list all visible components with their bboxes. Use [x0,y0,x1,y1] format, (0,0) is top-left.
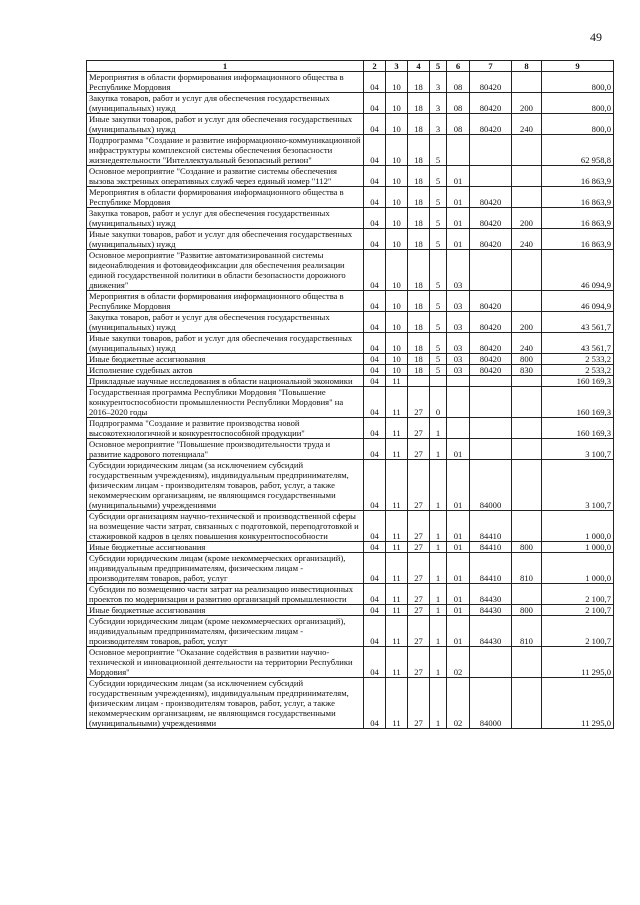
table-row [87,605,614,616]
row-name-cell: Основное мероприятие "Развитие автоматизированной системы видеонаблюдения и фотовидеофиксации для обеспечения реализации единой государственной политики в области безопасности дорожного движения" [87,250,364,291]
row-code-cell: 04 [364,584,386,605]
row-code-cell: 04 [364,291,386,312]
row-code-cell: 01 [447,511,470,542]
row-code-cell [512,387,542,418]
row-code-cell: 03 [447,291,470,312]
row-code-cell: 04 [364,678,386,729]
row-name-cell: Исполнение судебных актов [87,365,364,376]
row-code-cell: 18 [408,354,430,365]
table-row [87,312,614,333]
row-code-cell: 11 [386,376,408,387]
row-sum-cell: 2 533,2 [542,365,614,376]
row-code-cell: 02 [447,678,470,729]
row-sum-cell: 16 863,9 [542,229,614,250]
row-code-cell [470,376,512,387]
table-row [87,584,614,605]
row-code-cell: 11 [386,542,408,553]
row-code-cell: 27 [408,418,430,439]
row-code-cell [512,250,542,291]
row-code-cell: 04 [364,135,386,166]
row-code-cell: 240 [512,114,542,135]
row-sum-cell: 800,0 [542,72,614,93]
row-code-cell: 11 [386,387,408,418]
row-code-cell: 810 [512,553,542,584]
row-code-cell: 84430 [470,584,512,605]
row-code-cell [512,418,542,439]
row-name-cell: Мероприятия в области формирования информационного общества в Республике Мордовия [87,291,364,312]
row-sum-cell: 800,0 [542,114,614,135]
row-code-cell: 10 [386,354,408,365]
row-code-cell: 04 [364,114,386,135]
row-code-cell: 18 [408,135,430,166]
row-code-cell: 5 [430,187,447,208]
row-code-cell: 18 [408,72,430,93]
table-row [87,187,614,208]
row-code-cell: 5 [430,208,447,229]
row-name-cell: Иные закупки товаров, работ и услуг для обеспечения государственных (муниципальных) нужд [87,114,364,135]
row-code-cell [512,166,542,187]
row-code-cell: 84410 [470,553,512,584]
row-code-cell: 1 [430,460,447,511]
row-sum-cell: 2 533,2 [542,354,614,365]
row-sum-cell: 1 000,0 [542,542,614,553]
row-name-cell: Мероприятия в области формирования информационного общества в Республике Мордовия [87,72,364,93]
row-code-cell: 5 [430,250,447,291]
row-code-cell: 11 [386,647,408,678]
row-code-cell: 11 [386,511,408,542]
row-sum-cell: 43 561,7 [542,312,614,333]
row-code-cell: 04 [364,616,386,647]
row-code-cell: 08 [447,114,470,135]
row-code-cell [430,376,447,387]
row-code-cell: 04 [364,553,386,584]
row-code-cell: 80420 [470,354,512,365]
table-row [87,291,614,312]
row-code-cell: 3 [430,114,447,135]
row-code-cell: 27 [408,387,430,418]
row-sum-cell: 46 094,9 [542,250,614,291]
row-code-cell: 04 [364,511,386,542]
row-code-cell: 01 [447,166,470,187]
row-code-cell: 5 [430,166,447,187]
row-code-cell: 04 [364,387,386,418]
row-code-cell: 800 [512,542,542,553]
table-row [87,460,614,511]
row-sum-cell: 11 295,0 [542,678,614,729]
row-code-cell: 18 [408,166,430,187]
row-code-cell: 03 [447,250,470,291]
row-name-cell: Иные закупки товаров, работ и услуг для обеспечения государственных (муниципальных) нужд [87,333,364,354]
budget-table [86,60,614,729]
table-row [87,616,614,647]
row-code-cell [512,291,542,312]
row-code-cell: 04 [364,605,386,616]
row-code-cell: 27 [408,647,430,678]
row-code-cell: 5 [430,354,447,365]
row-sum-cell: 43 561,7 [542,333,614,354]
table-row [87,365,614,376]
row-code-cell: 18 [408,93,430,114]
row-name-cell: Субсидии юридическим лицам (за исключением субсидий государственным учреждениям), индивидуальным предпринимателям, физическим лицам - производителям товаров, работ, услуг, а также некоммерческим организациям, не являющимся государственными (муниципальными) учреждениями [87,460,364,511]
row-code-cell: 0 [430,387,447,418]
row-code-cell [512,439,542,460]
row-code-cell: 01 [447,616,470,647]
row-sum-cell: 2 100,7 [542,584,614,605]
row-code-cell: 04 [364,93,386,114]
row-name-cell: Закупка товаров, работ и услуг для обеспечения государственных (муниципальных) нужд [87,93,364,114]
row-code-cell: 04 [364,647,386,678]
row-code-cell: 04 [364,166,386,187]
table-row [87,166,614,187]
row-code-cell: 84000 [470,678,512,729]
table-row [87,553,614,584]
row-code-cell: 5 [430,333,447,354]
header-cell: 8 [512,61,542,72]
table-row [87,647,614,678]
row-code-cell: 01 [447,542,470,553]
table-row [87,439,614,460]
row-sum-cell: 1 000,0 [542,511,614,542]
row-name-cell: Подпрограмма "Создание и развитие информационно-коммуникационной инфраструктуры комплексной системы обеспечения безопасности жизнедеятельности "Интеллектуальный безопасный регион" [87,135,364,166]
row-sum-cell: 1 000,0 [542,553,614,584]
row-code-cell: 01 [447,439,470,460]
row-sum-cell: 160 169,3 [542,376,614,387]
row-code-cell: 84000 [470,460,512,511]
row-code-cell [470,418,512,439]
row-code-cell: 27 [408,511,430,542]
row-sum-cell: 3 100,7 [542,460,614,511]
row-code-cell: 1 [430,616,447,647]
row-code-cell: 10 [386,72,408,93]
row-sum-cell: 2 100,7 [542,605,614,616]
row-code-cell: 01 [447,553,470,584]
row-code-cell: 04 [364,250,386,291]
row-code-cell: 200 [512,312,542,333]
row-code-cell: 3 [430,72,447,93]
row-code-cell: 1 [430,511,447,542]
row-name-cell: Субсидии юридическим лицам (кроме некоммерческих организаций), индивидуальным предпринимателям, физическим лицам - производителям товаров, работ, услуг [87,616,364,647]
row-code-cell: 10 [386,333,408,354]
row-code-cell [447,135,470,166]
row-code-cell: 04 [364,229,386,250]
row-code-cell: 10 [386,312,408,333]
row-code-cell: 800 [512,354,542,365]
row-code-cell: 01 [447,605,470,616]
row-name-cell: Закупка товаров, работ и услуг для обеспечения государственных (муниципальных) нужд [87,208,364,229]
row-code-cell: 04 [364,187,386,208]
row-code-cell: 18 [408,312,430,333]
row-name-cell: Субсидии юридическим лицам (кроме некоммерческих организаций), индивидуальным предпринимателям, физическим лицам - производителям товаров, работ, услуг [87,553,364,584]
row-name-cell: Субсидии по возмещению части затрат на реализацию инвестиционных проектов по модернизации и развитию организаций промышленности [87,584,364,605]
row-code-cell: 27 [408,439,430,460]
table-row [87,93,614,114]
row-code-cell: 04 [364,312,386,333]
row-code-cell: 3 [430,93,447,114]
row-code-cell: 27 [408,678,430,729]
row-code-cell: 10 [386,166,408,187]
row-sum-cell: 3 100,7 [542,439,614,460]
header-cell: 9 [542,61,614,72]
header-cell: 7 [470,61,512,72]
row-code-cell: 84430 [470,605,512,616]
row-code-cell: 11 [386,418,408,439]
row-code-cell: 810 [512,616,542,647]
row-name-cell: Иные бюджетные ассигнования [87,354,364,365]
row-code-cell: 5 [430,365,447,376]
row-sum-cell: 11 295,0 [542,647,614,678]
row-code-cell: 04 [364,72,386,93]
row-code-cell: 80420 [470,229,512,250]
header-cell: 5 [430,61,447,72]
header-cell: 6 [447,61,470,72]
row-code-cell: 27 [408,553,430,584]
row-code-cell: 08 [447,72,470,93]
row-code-cell [512,187,542,208]
row-name-cell: Иные бюджетные ассигнования [87,605,364,616]
row-code-cell: 200 [512,93,542,114]
row-code-cell: 1 [430,553,447,584]
row-code-cell: 03 [447,354,470,365]
row-code-cell [512,511,542,542]
row-code-cell: 27 [408,584,430,605]
row-code-cell: 01 [447,187,470,208]
row-code-cell: 18 [408,333,430,354]
row-code-cell: 04 [364,208,386,229]
row-code-cell: 80420 [470,72,512,93]
row-code-cell [512,647,542,678]
row-name-cell: Субсидии организациям научно-технической и производственной сферы на возмещение части затрат, связанных с подготовкой, переподготовкой и стажировкой кадров в целях повышения конкурентоспособности [87,511,364,542]
table-row [87,418,614,439]
row-name-cell: Основное мероприятие "Повышение производительности труда и развитие кадрового потенциала" [87,439,364,460]
row-code-cell: 5 [430,135,447,166]
row-code-cell: 01 [447,229,470,250]
row-name-cell: Подпрограмма "Создание и развитие производства новой высокотехнологичной и конкурентоспособной продукции" [87,418,364,439]
row-code-cell [470,166,512,187]
row-code-cell: 27 [408,542,430,553]
row-code-cell [470,439,512,460]
row-code-cell: 11 [386,460,408,511]
row-sum-cell: 800,0 [542,93,614,114]
row-code-cell: 18 [408,365,430,376]
row-code-cell: 80420 [470,114,512,135]
row-code-cell: 80420 [470,208,512,229]
row-code-cell: 04 [364,418,386,439]
row-code-cell: 1 [430,678,447,729]
row-code-cell [470,250,512,291]
row-code-cell: 03 [447,333,470,354]
row-code-cell: 04 [364,376,386,387]
row-sum-cell: 2 100,7 [542,616,614,647]
row-code-cell: 11 [386,605,408,616]
table-row [87,114,614,135]
row-code-cell [470,135,512,166]
table-row [87,542,614,553]
table-row [87,208,614,229]
row-code-cell: 11 [386,553,408,584]
row-code-cell: 1 [430,418,447,439]
header-row [87,61,614,72]
table-row [87,354,614,365]
row-name-cell: Прикладные научные исследования в области национальной экономики [87,376,364,387]
row-name-cell: Иные закупки товаров, работ и услуг для обеспечения государственных (муниципальных) нужд [87,229,364,250]
row-code-cell [512,678,542,729]
row-code-cell: 10 [386,93,408,114]
row-code-cell [470,387,512,418]
row-sum-cell: 16 863,9 [542,187,614,208]
row-code-cell [447,418,470,439]
row-code-cell: 80420 [470,291,512,312]
table-body [87,72,614,729]
row-code-cell: 240 [512,333,542,354]
row-code-cell: 10 [386,114,408,135]
row-code-cell: 80420 [470,312,512,333]
row-code-cell: 02 [447,647,470,678]
table-row [87,229,614,250]
row-code-cell: 04 [364,365,386,376]
row-code-cell: 80420 [470,187,512,208]
row-code-cell [512,376,542,387]
row-code-cell: 10 [386,187,408,208]
row-name-cell: Основное мероприятие "Создание и развитие системы обеспечения вызова экстренных оперативных служб через единый номер "112" [87,166,364,187]
table-row [87,678,614,729]
row-code-cell: 1 [430,584,447,605]
row-code-cell: 1 [430,647,447,678]
header-cell: 1 [87,61,364,72]
row-name-cell: Мероприятия в области формирования информационного общества в Республике Мордовия [87,187,364,208]
table-row [87,387,614,418]
row-code-cell: 08 [447,93,470,114]
row-code-cell: 18 [408,187,430,208]
table-row [87,250,614,291]
row-code-cell: 1 [430,542,447,553]
table-row [87,511,614,542]
row-code-cell: 10 [386,135,408,166]
row-code-cell: 03 [447,365,470,376]
row-code-cell: 01 [447,460,470,511]
row-code-cell [512,135,542,166]
row-code-cell: 800 [512,605,542,616]
row-code-cell: 04 [364,542,386,553]
row-code-cell: 80420 [470,333,512,354]
row-code-cell: 10 [386,291,408,312]
row-code-cell: 10 [386,250,408,291]
table-row [87,376,614,387]
row-code-cell [512,460,542,511]
row-code-cell: 5 [430,229,447,250]
row-code-cell: 27 [408,616,430,647]
row-name-cell: Субсидии юридическим лицам (за исключением субсидий государственным учреждениям), индивидуальным предпринимателям, физическим лицам - производителям товаров, работ, услуг, а также некоммерческим организациям, не являющимся государственными (муниципальными) учреждениями [87,678,364,729]
row-code-cell: 200 [512,208,542,229]
row-sum-cell: 16 863,9 [542,208,614,229]
row-code-cell: 18 [408,114,430,135]
table-row [87,333,614,354]
row-code-cell: 80420 [470,93,512,114]
header-cell: 2 [364,61,386,72]
row-code-cell: 84430 [470,616,512,647]
row-code-cell [447,376,470,387]
row-code-cell: 84410 [470,511,512,542]
row-code-cell: 10 [386,229,408,250]
table-row [87,135,614,166]
row-code-cell: 04 [364,439,386,460]
row-code-cell: 80420 [470,365,512,376]
row-code-cell: 11 [386,439,408,460]
row-code-cell: 04 [364,354,386,365]
row-code-cell: 830 [512,365,542,376]
row-name-cell: Закупка товаров, работ и услуг для обеспечения государственных (муниципальных) нужд [87,312,364,333]
row-code-cell: 1 [430,439,447,460]
row-code-cell: 11 [386,678,408,729]
row-sum-cell: 160 169,3 [542,418,614,439]
page-number: 49 [590,30,602,44]
row-code-cell: 5 [430,291,447,312]
header-cell: 3 [386,61,408,72]
row-code-cell: 1 [430,605,447,616]
row-sum-cell: 62 958,8 [542,135,614,166]
row-code-cell: 18 [408,291,430,312]
table-row [87,72,614,93]
row-code-cell: 84410 [470,542,512,553]
row-code-cell: 27 [408,605,430,616]
row-name-cell: Государственная программа Республики Мордовия "Повышение конкурентоспособности промышленности Республики Мордовия" на 2016–2020 годы [87,387,364,418]
row-sum-cell: 46 094,9 [542,291,614,312]
row-code-cell: 01 [447,208,470,229]
row-code-cell [470,647,512,678]
row-code-cell: 11 [386,584,408,605]
row-code-cell: 10 [386,208,408,229]
row-code-cell: 18 [408,208,430,229]
row-sum-cell: 16 863,9 [542,166,614,187]
row-code-cell: 240 [512,229,542,250]
row-code-cell: 18 [408,250,430,291]
row-code-cell: 27 [408,460,430,511]
row-code-cell [512,584,542,605]
row-name-cell: Основное мероприятие "Оказание содействия в развитии научно-технической и инновационной деятельности на территории Республики Мордовия" [87,647,364,678]
row-code-cell: 5 [430,312,447,333]
row-code-cell [447,387,470,418]
row-sum-cell: 160 169,3 [542,387,614,418]
row-name-cell: Иные бюджетные ассигнования [87,542,364,553]
row-code-cell: 04 [364,333,386,354]
header-cell: 4 [408,61,430,72]
row-code-cell: 11 [386,616,408,647]
row-code-cell: 01 [447,584,470,605]
row-code-cell [512,72,542,93]
row-code-cell: 04 [364,460,386,511]
row-code-cell: 03 [447,312,470,333]
row-code-cell: 18 [408,229,430,250]
row-code-cell [408,376,430,387]
row-code-cell: 10 [386,365,408,376]
